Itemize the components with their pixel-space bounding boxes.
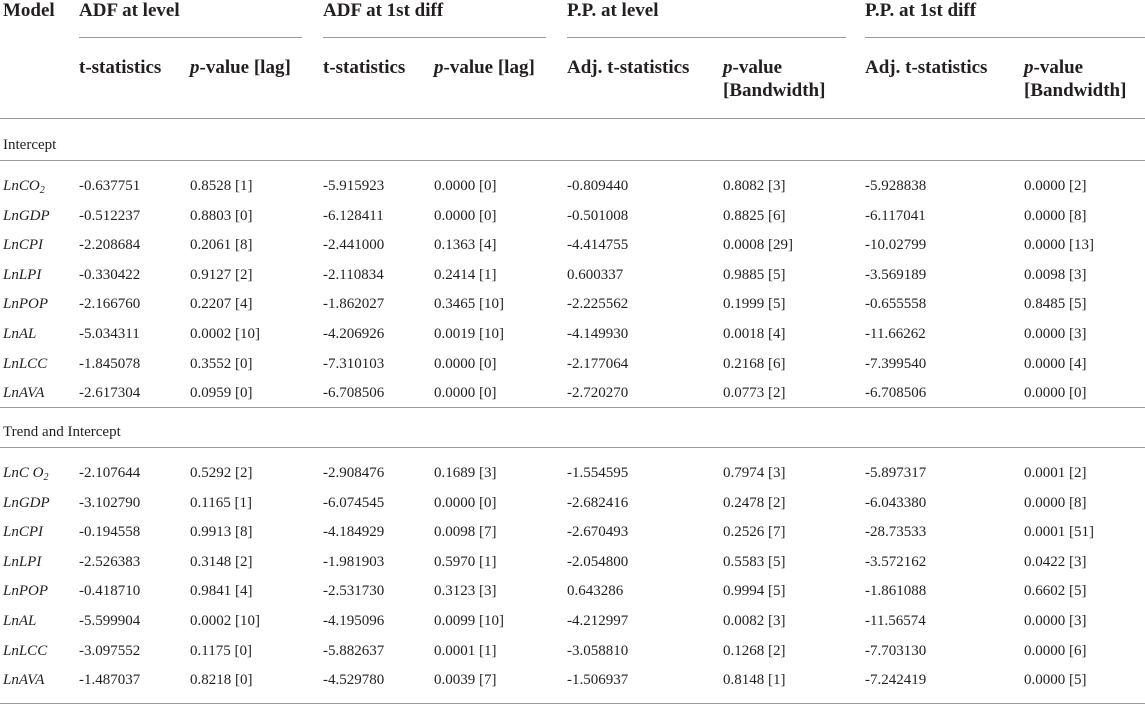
- subheader-adj-t-stat: Adj. t-statistics: [865, 57, 988, 78]
- table-cell: 0.2168 [6]: [723, 356, 786, 372]
- table-cell: -2.526383: [79, 554, 141, 570]
- table-cell: -6.708506: [323, 385, 385, 401]
- table-cell: 0.0082 [3]: [723, 613, 786, 629]
- section-label: Intercept: [3, 137, 57, 153]
- table-cell: 0.0000 [4]: [1024, 356, 1087, 372]
- table-cell: 0.8148 [1]: [723, 672, 786, 688]
- section-rule: [0, 407, 1145, 408]
- table-cell: -4.184929: [323, 524, 385, 540]
- table-cell: -4.149930: [567, 326, 629, 342]
- table-cell: 0.0001 [2]: [1024, 465, 1087, 481]
- table-cell: -2.107644: [79, 465, 141, 481]
- variable-name: LnPOP: [3, 583, 48, 599]
- table-bottom-rule: [0, 703, 1145, 704]
- table-cell: -3.572162: [865, 554, 927, 570]
- table-cell: -0.501008: [567, 208, 629, 224]
- subheader-t-stat: t-statistics: [323, 57, 406, 78]
- section-label: Trend and Intercept: [3, 424, 121, 440]
- variable-name: LnCPI: [3, 524, 44, 540]
- table-cell: 0.1165 [1]: [190, 495, 252, 511]
- table-cell: 0.0001 [1]: [434, 643, 497, 659]
- table-cell: -1.506937: [567, 672, 629, 688]
- variable-name: LnGDP: [3, 208, 50, 224]
- subheader-t-stat: t-statistics: [79, 57, 162, 78]
- table-cell: 0.0000 [0]: [434, 385, 497, 401]
- table-cell: 0.0000 [0]: [434, 356, 497, 372]
- table-cell: 0.8825 [6]: [723, 208, 786, 224]
- table-cell: -0.637751: [79, 178, 141, 194]
- table-cell: 0.8218 [0]: [190, 672, 253, 688]
- table-cell: -6.117041: [865, 208, 926, 224]
- table-cell: -1.845078: [79, 356, 141, 372]
- table-cell: -1.487037: [79, 672, 141, 688]
- subheader-adj-t-stat: Adj. t-statistics: [567, 57, 690, 78]
- table-cell: 0.9913 [8]: [190, 524, 253, 540]
- table-cell: -0.809440: [567, 178, 629, 194]
- table-cell: -10.02799: [865, 237, 927, 253]
- table-cell: 0.2207 [4]: [190, 296, 253, 312]
- table-cell: -11.56574: [865, 613, 926, 629]
- group-rule: [865, 37, 1145, 38]
- table-cell: 0.3148 [2]: [190, 554, 253, 570]
- table-cell: -2.617304: [79, 385, 141, 401]
- table-cell: -1.981903: [323, 554, 385, 570]
- table-cell: -1.554595: [567, 465, 629, 481]
- table-cell: 0.643286: [567, 583, 624, 599]
- table-cell: 0.2526 [7]: [723, 524, 786, 540]
- header-adf-diff: ADF at 1st diff: [323, 0, 444, 21]
- table-cell: 0.1363 [4]: [434, 237, 497, 253]
- table-cell: 0.0000 [8]: [1024, 208, 1087, 224]
- variable-name: LnLCC: [3, 356, 48, 372]
- table-cell: -2.908476: [323, 465, 385, 481]
- table-cell: 0.2478 [2]: [723, 495, 786, 511]
- table-cell: 0.0000 [0]: [434, 178, 497, 194]
- table-cell: -2.441000: [323, 237, 385, 253]
- table-cell: 0.0422 [3]: [1024, 554, 1087, 570]
- variable-name: LnC $O_2$: [3, 465, 49, 483]
- header-adf-level: ADF at level: [79, 0, 180, 21]
- table-cell: -0.194558: [79, 524, 141, 540]
- table-cell: 0.5292 [2]: [190, 465, 253, 481]
- table-cell: -1.862027: [323, 296, 385, 312]
- table-cell: -4.414755: [567, 237, 629, 253]
- variable-name: LnAL: [3, 326, 37, 342]
- table-cell: 0.0098 [3]: [1024, 267, 1087, 283]
- table-cell: 0.0098 [7]: [434, 524, 497, 540]
- table-cell: 0.2061 [8]: [190, 237, 253, 253]
- group-rule: [323, 37, 546, 38]
- group-rule: [79, 37, 302, 38]
- table-cell: -7.242419: [865, 672, 927, 688]
- table-cell: 0.0773 [2]: [723, 385, 786, 401]
- table-cell: -7.703130: [865, 643, 927, 659]
- table-cell: -4.206926: [323, 326, 385, 342]
- table-cell: 0.3465 [10]: [434, 296, 504, 312]
- table-cell: 0.0018 [4]: [723, 326, 786, 342]
- variable-name: LnAVA: [3, 672, 45, 688]
- table-cell: -0.330422: [79, 267, 141, 283]
- header-pp-diff: P.P. at 1st diff: [865, 0, 977, 21]
- table-cell: -4.212997: [567, 613, 629, 629]
- table-cell: 0.0000 [0]: [434, 208, 497, 224]
- header-pp-level: P.P. at level: [567, 0, 659, 21]
- table-cell: 0.9841 [4]: [190, 583, 253, 599]
- table-cell: 0.0099 [10]: [434, 613, 504, 629]
- table-cell: 0.0000 [8]: [1024, 495, 1087, 511]
- variable-name: LnLCC: [3, 643, 48, 659]
- header-bottom-rule: [0, 118, 1145, 119]
- table-cell: 0.8082 [3]: [723, 178, 786, 194]
- table-cell: 0.9994 [5]: [723, 583, 786, 599]
- table-cell: 0.0000 [0]: [1024, 385, 1087, 401]
- table-cell: 0.8803 [0]: [190, 208, 253, 224]
- table-cell: -7.399540: [865, 356, 927, 372]
- variable-name: LnLPI: [3, 267, 42, 283]
- table-cell: 0.0008 [29]: [723, 237, 793, 253]
- table-cell: -2.225562: [567, 296, 629, 312]
- table-cell: -1.861088: [865, 583, 927, 599]
- variable-name: LnAVA: [3, 385, 45, 401]
- variable-name: LnLPI: [3, 554, 42, 570]
- table-cell: -11.66262: [865, 326, 926, 342]
- table-cell: 0.600337: [567, 267, 624, 283]
- table-cell: 0.1999 [5]: [723, 296, 786, 312]
- table-cell: -0.418710: [79, 583, 141, 599]
- table-cell: 0.5970 [1]: [434, 554, 497, 570]
- subheader-p-value-bandwidth: p-value [Bandwidth]: [1024, 57, 1127, 101]
- table-cell: -6.074545: [323, 495, 385, 511]
- table-cell: -3.097552: [79, 643, 141, 659]
- table-cell: -28.73533: [865, 524, 927, 540]
- table-cell: 0.8528 [1]: [190, 178, 253, 194]
- table-cell: 0.0000 [3]: [1024, 326, 1087, 342]
- table-cell: 0.7974 [3]: [723, 465, 786, 481]
- table-cell: -5.915923: [323, 178, 385, 194]
- section-rule: [0, 160, 1145, 161]
- table-cell: 0.0000 [6]: [1024, 643, 1087, 659]
- table-cell: -2.682416: [567, 495, 629, 511]
- variable-name: LnCO$_2$: [3, 178, 45, 196]
- table-cell: -2.177064: [567, 356, 629, 372]
- header-model: Model: [3, 0, 55, 21]
- subheader-p-value: p-value [lag]: [190, 57, 291, 78]
- table-cell: 0.2414 [1]: [434, 267, 497, 283]
- variable-name: LnAL: [3, 613, 37, 629]
- table-cell: -2.670493: [567, 524, 629, 540]
- table-cell: 0.9127 [2]: [190, 267, 253, 283]
- table-cell: 0.1689 [3]: [434, 465, 497, 481]
- table-cell: 0.0001 [51]: [1024, 524, 1094, 540]
- table-cell: 0.6602 [5]: [1024, 583, 1087, 599]
- table-cell: -5.897317: [865, 465, 927, 481]
- table-cell: -6.043380: [865, 495, 927, 511]
- table-cell: 0.0000 [0]: [434, 495, 497, 511]
- table-cell: -2.110834: [323, 267, 384, 283]
- table-cell: -3.102790: [79, 495, 141, 511]
- table-cell: 0.1268 [2]: [723, 643, 786, 659]
- table-cell: 0.9885 [5]: [723, 267, 786, 283]
- table-cell: -0.655558: [865, 296, 927, 312]
- table-cell: -2.166760: [79, 296, 141, 312]
- table-cell: -2.054800: [567, 554, 629, 570]
- table-cell: 0.0002 [10]: [190, 326, 260, 342]
- table-cell: 0.1175 [0]: [190, 643, 252, 659]
- table-cell: -6.128411: [323, 208, 384, 224]
- table-cell: -3.569189: [865, 267, 927, 283]
- table-cell: 0.0019 [10]: [434, 326, 504, 342]
- table-cell: 0.3123 [3]: [434, 583, 497, 599]
- subheader-p-value-bandwidth: p-value [Bandwidth]: [723, 57, 826, 101]
- table-cell: -5.599904: [79, 613, 141, 629]
- table-cell: 0.3552 [0]: [190, 356, 253, 372]
- table-cell: -5.034311: [79, 326, 140, 342]
- table-cell: 0.0002 [10]: [190, 613, 260, 629]
- subheader-p-value: p-value [lag]: [434, 57, 535, 78]
- section-rule: [0, 447, 1145, 448]
- table-cell: -6.708506: [865, 385, 927, 401]
- table-cell: -7.310103: [323, 356, 385, 372]
- table-cell: -2.531730: [323, 583, 385, 599]
- table-cell: 0.0000 [2]: [1024, 178, 1087, 194]
- table-cell: -4.529780: [323, 672, 385, 688]
- table-cell: 0.0039 [7]: [434, 672, 497, 688]
- table-cell: 0.0000 [5]: [1024, 672, 1087, 688]
- table-cell: 0.0000 [13]: [1024, 237, 1094, 253]
- table-cell: -4.195096: [323, 613, 385, 629]
- table-cell: -5.882637: [323, 643, 385, 659]
- group-rule: [567, 37, 846, 38]
- variable-name: LnPOP: [3, 296, 48, 312]
- variable-name: LnGDP: [3, 495, 50, 511]
- table-cell: -5.928838: [865, 178, 927, 194]
- table-cell: -2.720270: [567, 385, 629, 401]
- table-cell: 0.0000 [3]: [1024, 613, 1087, 629]
- table-cell: 0.5583 [5]: [723, 554, 786, 570]
- table-cell: -0.512237: [79, 208, 141, 224]
- table-cell: -3.058810: [567, 643, 629, 659]
- table-cell: -2.208684: [79, 237, 141, 253]
- table-cell: 0.0959 [0]: [190, 385, 253, 401]
- table-cell: 0.8485 [5]: [1024, 296, 1087, 312]
- variable-name: LnCPI: [3, 237, 44, 253]
